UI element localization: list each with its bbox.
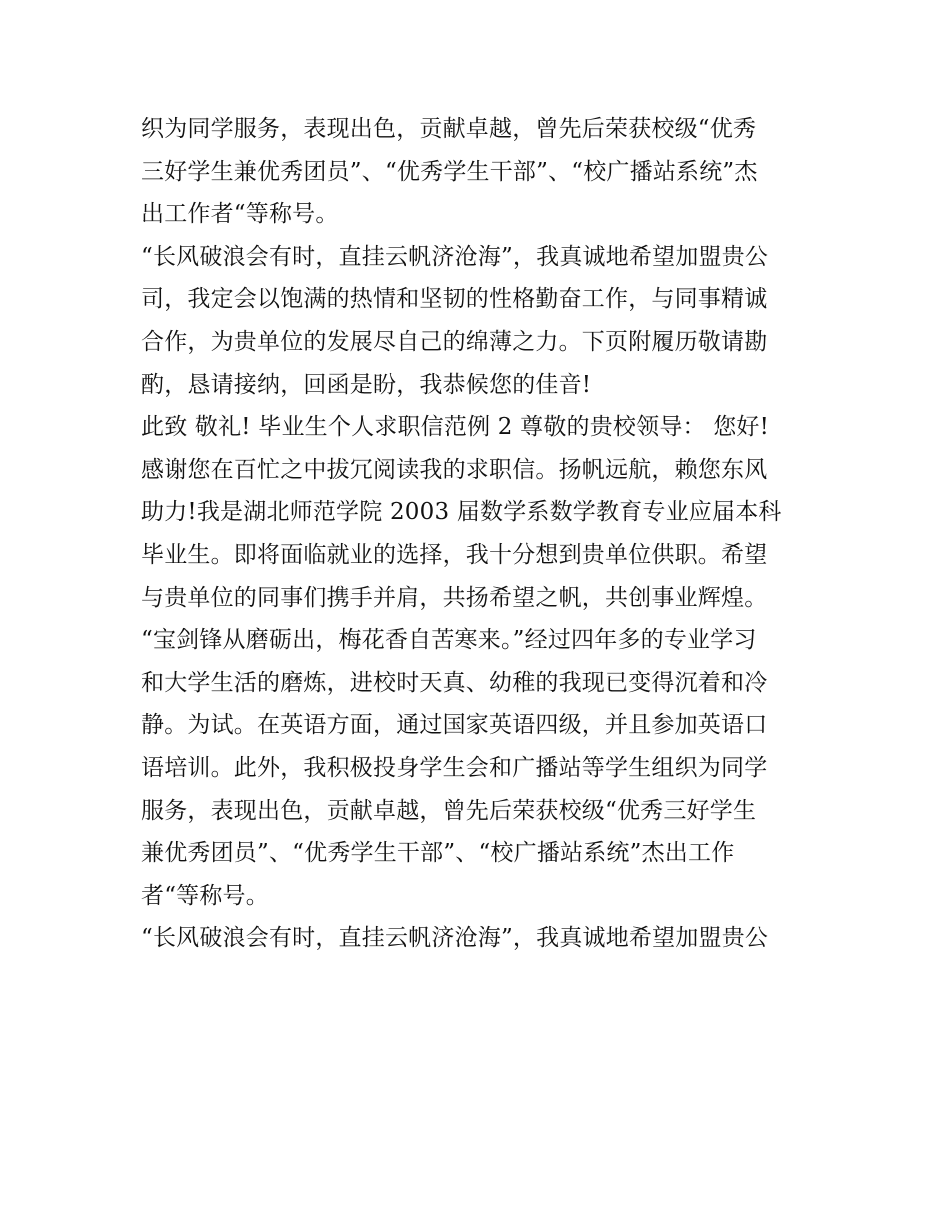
text-line: 语培训。此外，我积极投身学生会和广播站等学生组织为同学 xyxy=(141,754,768,781)
text-line: 司，我定会以饱满的热情和坚韧的性格勤奋工作，与同事精诚 xyxy=(141,286,768,313)
text-line: “宝剑锋从磨砺出，梅花香自苦寒来。”经过四年多的专业学习 xyxy=(141,627,757,654)
text-line: 毕业生。即将面临就业的选择，我十分想到贵单位供职。希望 xyxy=(141,541,768,568)
text-line: 感谢您在百忙之中拔冗阅读我的求职信。扬帆远航，赖您东风 xyxy=(141,456,768,483)
text-line: 此致 敬礼! 毕业生个人求职信范例 2 尊敬的贵校领导： 您好! xyxy=(141,414,770,441)
text-line: “长风破浪会有时，直挂云帆济沧海”，我真诚地希望加盟贵公 xyxy=(141,925,769,952)
text-line: 者“等称号。 xyxy=(141,882,269,909)
text-line: 三好学生兼优秀团员”、“优秀学生干部”、“校广播站系统”杰 xyxy=(141,158,758,185)
text-line: 织为同学服务，表现出色，贡献卓越，曾先后荣获校级“优秀 xyxy=(141,116,757,142)
text-line: 静。为试。在英语方面，通过国家英语四级，并且参加英语口 xyxy=(141,712,768,739)
text-line: 与贵单位的同事们携手并肩，共扬希望之帆，共创事业辉煌。 xyxy=(141,584,768,611)
text-line: “长风破浪会有时，直挂云帆济沧海”，我真诚地希望加盟贵公 xyxy=(141,243,769,270)
document-body xyxy=(141,108,821,960)
text-line: 兼优秀团员”、“优秀学生干部”、“校广播站系统”杰出工作 xyxy=(141,840,735,867)
text-line: 服务，表现出色，贡献卓越，曾先后荣获校级“优秀三好学生 xyxy=(141,797,757,824)
text-line: 合作，为贵单位的发展尽自己的绵薄之力。下页附履历敬请勘 xyxy=(141,328,768,355)
text-line: 和大学生活的磨炼，进校时天真、幼稚的我现已变得沉着和冷 xyxy=(141,669,768,696)
text-line: 出工作者“等称号。 xyxy=(141,201,339,228)
text-line: 酌，恳请接纳，回函是盼，我恭候您的佳音! xyxy=(141,371,592,398)
text-line: 助力!我是湖北师范学院 2003 届数学系数学教育专业应届本科 xyxy=(141,499,782,526)
